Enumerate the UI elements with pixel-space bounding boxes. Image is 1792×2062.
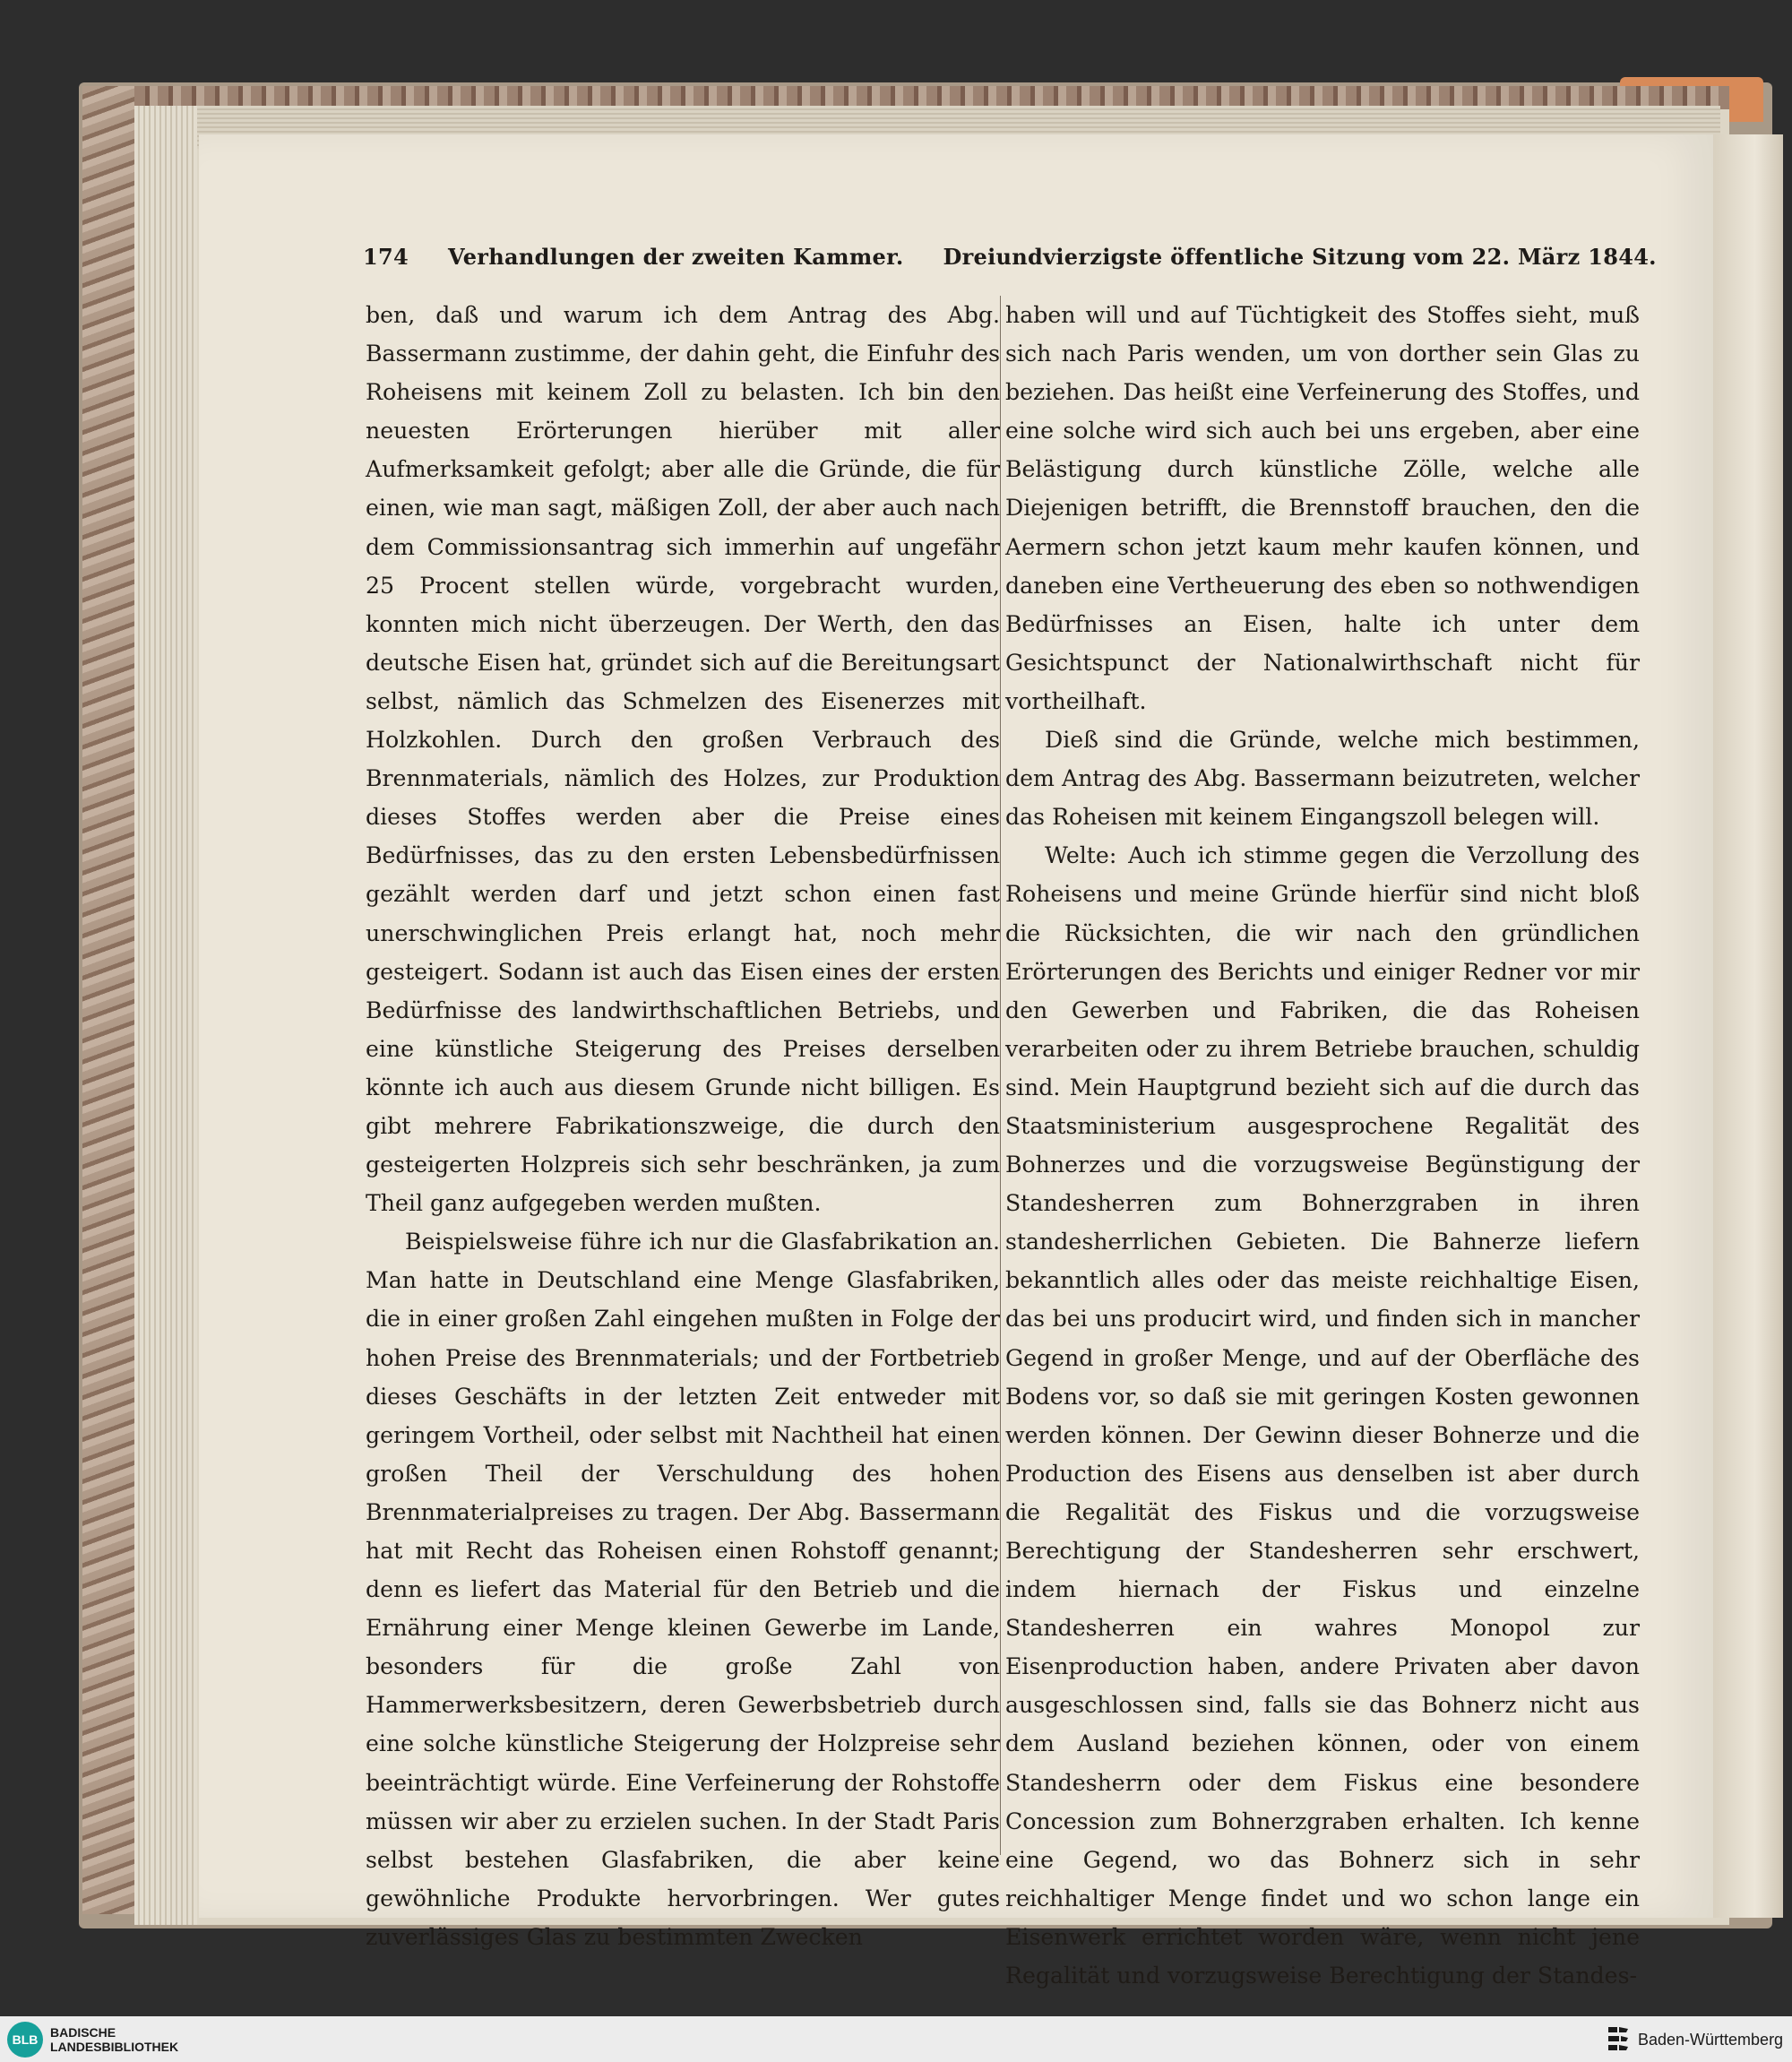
page-number: 174 — [363, 244, 409, 270]
page-edges-left — [134, 106, 197, 1925]
blb-logo-icon[interactable] — [7, 2022, 43, 2058]
page-header — [363, 244, 1657, 280]
marbled-edge — [82, 86, 136, 1914]
right-paragraph-3: Welte: Auch ich stimme gegen die Verzollung des Roheisens und meine Gründe hierfür sind nicht bloß die Rücksichten, die wir nach den gründlichen Erörterungen des Berichts und einiger Redner vor mir den Gewerben und Fabriken, die das Roheisen verarbeiten oder zu ihrem Betriebe brauchen, schuldig sind. Mein Hauptgrund bezieht sich auf die durch das Staatsministerium ausgesprochene Regalität des Bohnerzes und die vorzugsweise Begünstigung der Standesherren zum Bohnerzgraben in ihren standesherrlichen Gebieten. Die Bahnerze liefern bekanntlich alles oder das meiste reichhaltige Eisen, das bei uns producirt wird, und finden sich in mancher Gegend in großer Menge, und auf der Oberfläche des Bodens vor, so daß sie mit geringen Kosten gewonnen werden können. Der Gewinn dieser Bohnerze und die Production des Eisens aus denselben ist aber durch die Regalität des Fiskus und die vorzugsweise Berechtigung der Standesherren sehr erschwert, indem hiernach der Fiskus und einzelne Standesherren ein wahres Monopol zur Eisenproduction haben, andere Privaten aber davon ausgeschlossen sind, falls sie das Bohnerz nicht aus dem Ausland beziehen können, oder von einem Standesherrn oder dem Fiskus eine besondere Concession zum Bohnerzgraben erhalten. Ich kenne eine Gegend, wo das Bohnerz sich in sehr reichhaltiger Menge findet und wo schon lange ein Eisenwerk errichtet worden wäre, wenn nicht jene Regalität und vorzugsweise Berechtigung der Standes- — [1005, 842, 1640, 1989]
next-page-curl — [1713, 134, 1783, 1918]
left-paragraph-1: ben, daß und warum ich dem Antrag des Abg. Bassermann zustimme, der dahin geht, die Einfuhr des Roheisens mit keinem Zoll zu belasten. Ich bin den neuesten Erörterungen hierüber mit aller Aufmerksamkeit gefolgt; aber alle die Gründe, die für einen, wie man sagt, mäßigen Zoll, der aber auch nach dem Commissionsantrag sich immerhin auf ungefähr 25 Procent stellen würde, vorgebracht wurden, konnten mich nicht überzeugen. Der Werth, den das deutsche Eisen hat, gründet sich auf die Bereitungsart selbst, nämlich das Schmelzen des Eisenerzes mit Holzkohlen. Durch den großen Verbrauch des Brennmaterials, nämlich des Holzes, zur Produktion dieses Stoffes werden aber die Preise eines Bedürfnisses, das zu den ersten Lebensbedürfnissen gezählt werden darf und jetzt schon einen fast unerschwinglichen Preis erlangt hat, noch mehr gesteigert. Sodann ist auch das Eisen eines der ersten Bedürfnisse des landwirthschaftlichen Betriebs, und eine künstliche Steigerung des Preises derselben könnte ich auch aus diesem Grunde nicht billigen. Es gibt mehrere Fabrikationszweige, die durch den gesteigerten Holzpreis sich sehr beschränken, ja zum Theil ganz aufgegeben werden mußten. — [366, 302, 1000, 1217]
baden-wuerttemberg-lions-icon[interactable] — [1607, 2023, 1630, 2054]
right-paragraph-2: Dieß sind die Gründe, welche mich bestimmen, dem Antrag des Abg. Bassermann beizutreten, welcher das Roheisen mit keinem Eingangszoll belegen will. — [1005, 727, 1640, 831]
left-column — [366, 296, 1000, 1950]
right-paragraph-1: haben will und auf Tüchtigkeit des Stoffes sieht, muß sich nach Paris wenden, um von dorther sein Glas zu beziehen. Das heißt eine Verfeinerung des Stoffes, und eine solche wird sich auch bei uns ergeben, aber eine Belästigung durch künstliche Zölle, welche alle Diejenigen betrifft, die Brennstoff brauchen, den die Aermern schon jetzt kaum mehr kaufen können, und daneben eine Vertheuerung des eben so nothwendigen Bedürfnisses an Eisen, halte ich unter dem Gesichtspunct der Nationalwirthschaft nicht für vortheilhaft. — [1005, 302, 1640, 714]
left-paragraph-2: Beispielsweise führe ich nur die Glasfabrikation an. Man hatte in Deutschland eine Menge Glasfabriken, die in einer großen Zahl eingehen mußten in Folge der hohen Preise des Brennmaterials; und der Fortbetrieb dieses Geschäfts in der letzten Zeit entweder mit geringem Vortheil, oder selbst mit Nachtheil hat einen großen Theil der Verschuldung des hohen Brennmaterialpreises zu tragen. Der Abg. Bassermann hat mit Recht das Roheisen einen Rohstoff genannt; denn es liefert das Material für den Betrieb und die Ernährung einer Menge kleinen Gewerbe im Lande, besonders für die große Zahl von Hammerwerksbesitzern, deren Gewerbsbetrieb durch eine solche künstliche Steigerung der Holzpreise sehr beeinträchtigt würde. Eine Verfeinerung der Rohstoffe müssen wir aber zu erzielen suchen. In der Stadt Paris selbst bestehen Glasfabriken, die aber keine gewöhnliche Produkte hervorbringen. Wer gutes zuverlässiges Glas zu bestimmten Zwecken — [366, 1229, 1000, 1950]
library-name-line1: BADISCHE — [50, 2025, 116, 2040]
right-column — [1005, 296, 1640, 1989]
column-divider — [1000, 296, 1001, 1855]
running-title: Verhandlungen der zweiten Kammer. — [448, 244, 904, 270]
state-name[interactable]: Baden-Württemberg — [1638, 2031, 1784, 2049]
blb-abbr: BLB — [12, 2032, 39, 2047]
session-title: Dreiundvierzigste öffentliche Sitzung vom 22. März 1844. — [943, 244, 1657, 270]
viewer-footer — [0, 2016, 1792, 2062]
library-name-line2: LANDESBIBLIOTHEK — [50, 2040, 179, 2054]
library-name[interactable] — [50, 2025, 178, 2054]
